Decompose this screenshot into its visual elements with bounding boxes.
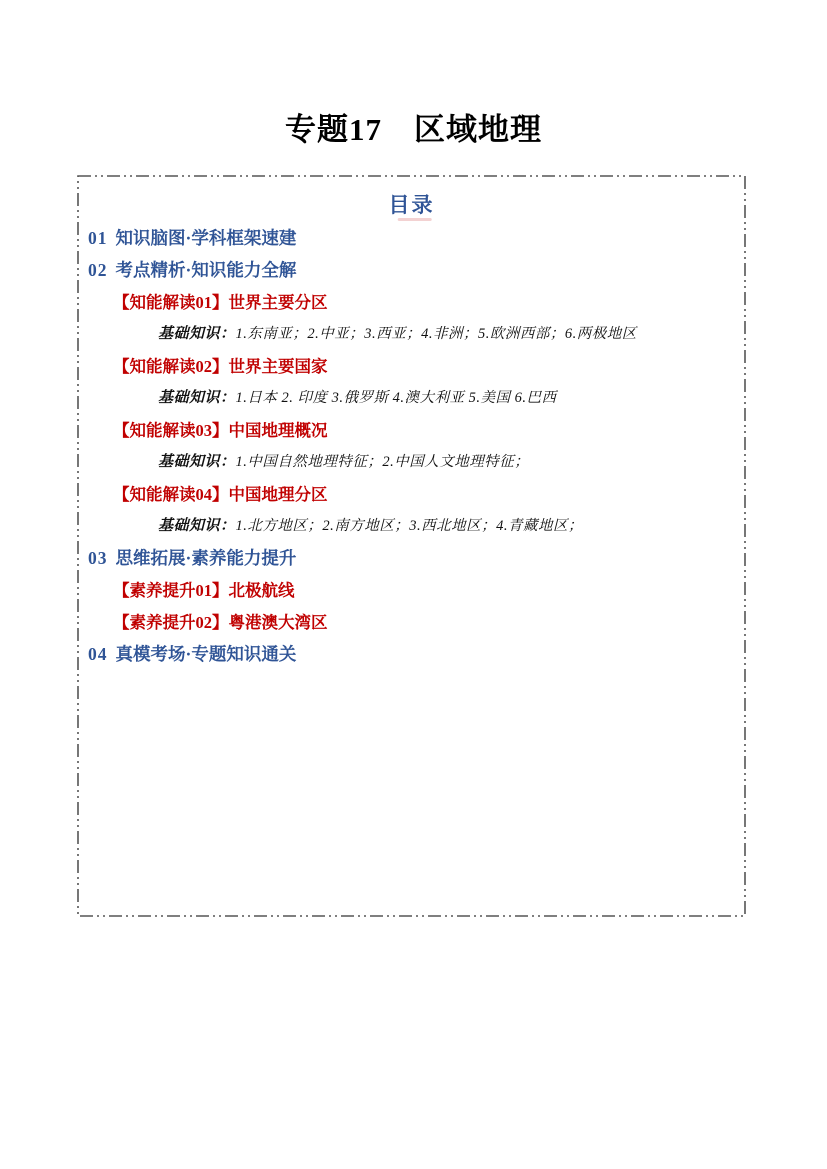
toc-detail-basic-knowledge-2 xyxy=(77,388,746,409)
toc-heading-underline xyxy=(397,218,431,221)
toc-sub-suyang-02 xyxy=(77,612,746,633)
toc-section-label: 考点精析·知识能力全解 xyxy=(115,260,297,280)
toc-box xyxy=(77,175,746,917)
toc-sub-label: 世界主要国家 xyxy=(228,357,328,376)
toc-sub-tag: 【素养提升01】 xyxy=(113,581,229,600)
toc-detail-label: 基础知识： xyxy=(158,454,236,470)
toc-sub-suyang-01 xyxy=(77,580,746,601)
toc-detail-text: 1.北方地区；2.南方地区；3.西北地区；4.青藏地区； xyxy=(235,518,584,534)
toc-heading: 目录 xyxy=(388,193,435,217)
toc-sub-tag: 【知能解读01】 xyxy=(113,293,229,312)
toc-detail-basic-knowledge-4 xyxy=(77,516,746,537)
toc-section-02 xyxy=(77,260,746,281)
toc-sub-zhineng-01 xyxy=(77,292,746,313)
toc-sub-label: 中国地理概况 xyxy=(228,421,328,440)
toc-detail-basic-knowledge-1 xyxy=(77,324,746,345)
toc-section-03 xyxy=(77,548,746,569)
toc-sub-label: 世界主要分区 xyxy=(228,293,328,312)
page-title: 专题17 区域地理 xyxy=(285,112,542,147)
toc-section-number: 04 xyxy=(88,644,108,664)
toc-sub-label: 北极航线 xyxy=(228,581,295,600)
toc-detail-text: 1.东南亚；2.中亚；3.西亚；4.非洲；5.欧洲西部；6.两极地区 xyxy=(235,326,637,342)
toc-sub-zhineng-04 xyxy=(77,484,746,505)
toc-section-label: 思维拓展·素养能力提升 xyxy=(115,548,297,568)
toc-heading-wrap xyxy=(77,193,746,217)
toc-detail-text: 1.日本 2. 印度 3.俄罗斯 4.澳大利亚 5.美国 6.巴西 xyxy=(235,390,557,406)
toc-sub-tag: 【知能解读02】 xyxy=(113,357,229,376)
toc-section-01 xyxy=(77,228,746,249)
toc-section-04 xyxy=(77,644,746,665)
toc-detail-label: 基础知识： xyxy=(158,518,236,534)
toc-sub-label: 中国地理分区 xyxy=(228,485,328,504)
toc-detail-basic-knowledge-3 xyxy=(77,452,746,473)
toc-sub-zhineng-02 xyxy=(77,356,746,377)
toc-section-label: 知识脑图·学科框架速建 xyxy=(115,228,297,248)
toc-detail-text: 1.中国自然地理特征；2.中国人文地理特征； xyxy=(235,454,530,470)
toc-detail-label: 基础知识： xyxy=(158,390,236,406)
toc-sub-tag: 【知能解读04】 xyxy=(113,485,229,504)
toc-section-number: 03 xyxy=(88,548,108,568)
toc-section-label: 真模考场·专题知识通关 xyxy=(115,644,297,664)
toc-sub-tag: 【知能解读03】 xyxy=(113,421,229,440)
toc-sub-tag: 【素养提升02】 xyxy=(113,613,229,632)
toc-detail-label: 基础知识： xyxy=(158,326,236,342)
toc-section-number: 01 xyxy=(88,228,108,248)
toc-sub-zhineng-03 xyxy=(77,420,746,441)
toc-section-number: 02 xyxy=(88,260,108,280)
toc-sub-label: 粤港澳大湾区 xyxy=(228,613,328,632)
toc-box-dashdot-border xyxy=(77,175,746,917)
